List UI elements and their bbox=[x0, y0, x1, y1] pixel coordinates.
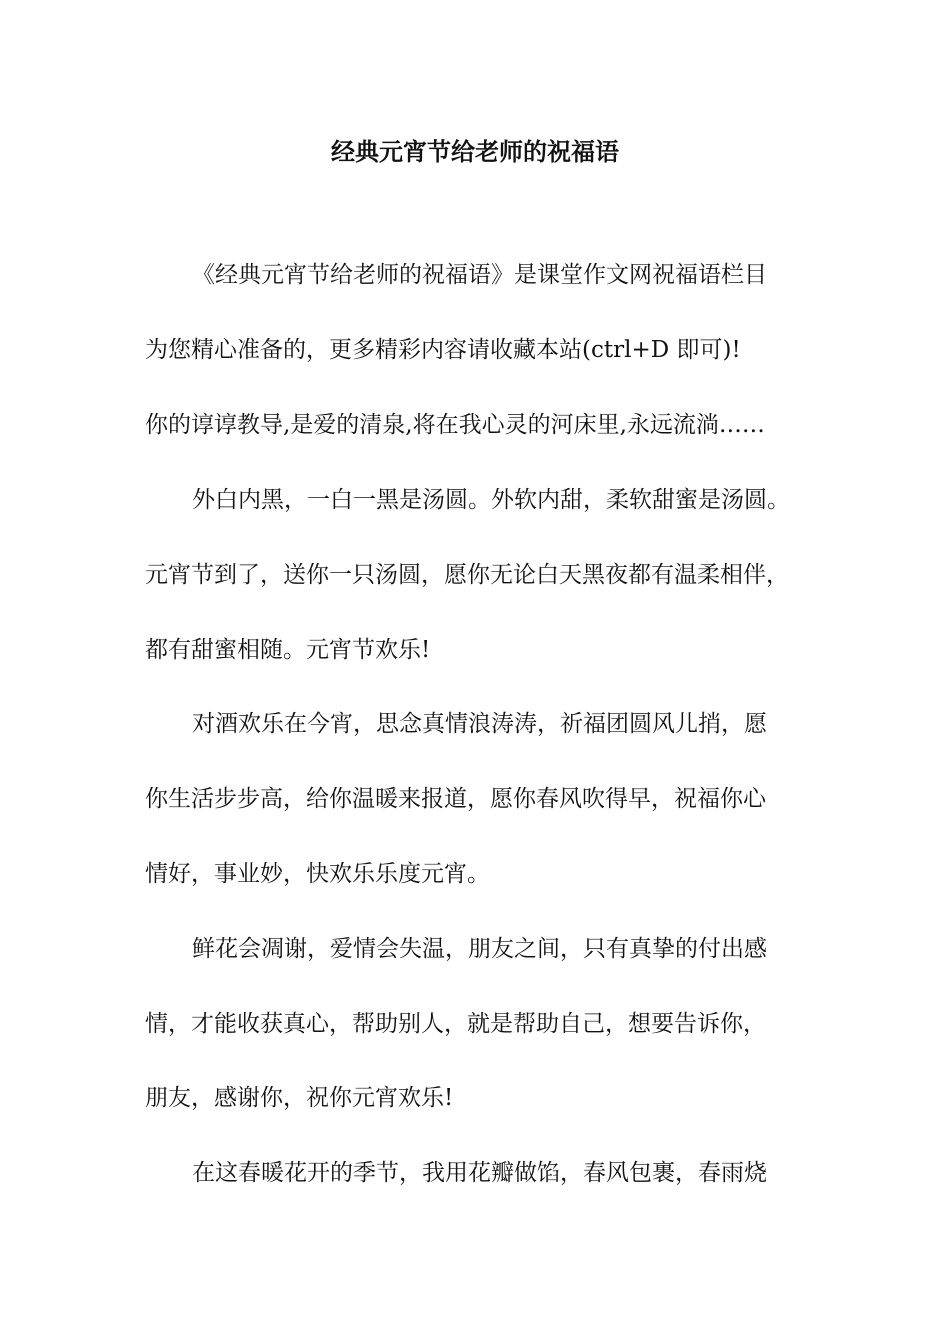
paragraph-line: 对酒欢乐在今宵，思念真情浪涛涛，祈福团圆风儿捎，愿 bbox=[192, 711, 767, 737]
document-title: 经典元宵节给老师的祝福语 bbox=[331, 137, 619, 166]
paragraph-line: 《经典元宵节给老师的祝福语》是课堂作文网祝福语栏目 bbox=[192, 262, 767, 288]
paragraph-line: 你生活步步高，给你温暖来报道，愿你春风吹得早，祝福你心 bbox=[145, 786, 766, 812]
paragraph-line: 朋友，感谢你，祝你元宵欢乐! bbox=[145, 1085, 454, 1111]
paragraph-line: 外白内黑，一白一黑是汤圆。外软内甜，柔软甜蜜是汤圆。 bbox=[192, 487, 790, 513]
paragraph-line: 在这春暖花开的季节，我用花瓣做馅，春风包裹，春雨烧 bbox=[192, 1160, 767, 1186]
paragraph-line: 元宵节到了，送你一只汤圆，愿你无论白天黑夜都有温柔相伴， bbox=[145, 562, 789, 588]
paragraph-line: 情，才能收获真心，帮助别人，就是帮助自己，想要告诉你， bbox=[145, 1011, 766, 1037]
paragraph-line: 情好，事业妙，快欢乐乐度元宵。 bbox=[145, 861, 490, 887]
paragraph-line: 鲜花会凋谢，爱情会失温，朋友之间，只有真挚的付出感 bbox=[192, 936, 767, 962]
paragraph-line: 你的谆谆教导,是爱的清泉,将在我心灵的河床里,永远流淌…… bbox=[145, 412, 765, 438]
paragraph-line: 都有甜蜜相随。元宵节欢乐! bbox=[145, 637, 431, 663]
paragraph-line: 为您精心准备的，更多精彩内容请收藏本站(ctrl+D 即可)! bbox=[145, 337, 741, 363]
